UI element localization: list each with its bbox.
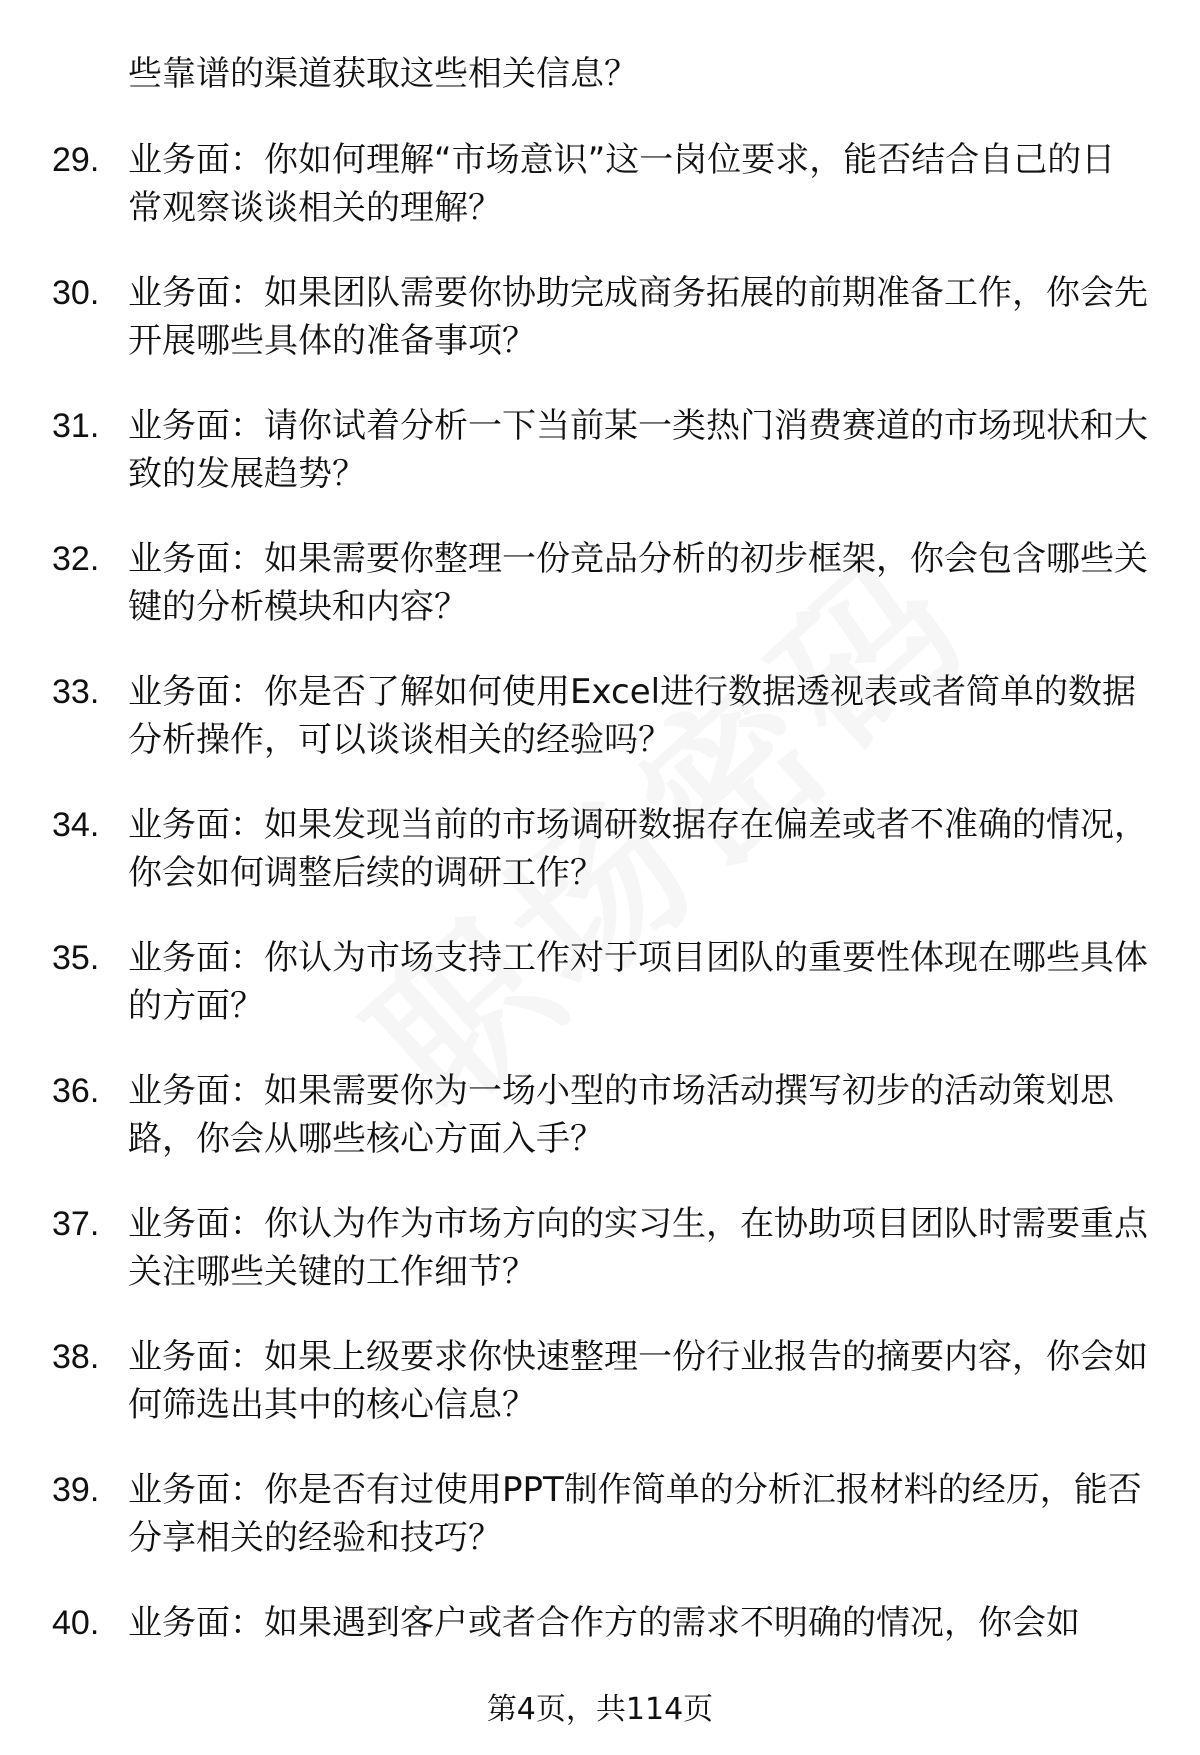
question-text: 业务面：如果需要你为一场小型的市场活动撰写初步的活动策划思路，你会从哪些核心方面入手？ xyxy=(128,1071,1114,1159)
question-text: 业务面：你是否了解如何使用Excel进行数据透视表或者简单的数据分析操作，可以谈谈相关的经验吗？ xyxy=(128,672,1137,760)
question-text: 业务面：你认为作为市场方向的实习生，在协助项目团队时需要重点关注哪些关键的工作细节？ xyxy=(128,1204,1148,1292)
question-item xyxy=(0,402,1148,498)
question-number: 37. xyxy=(52,1205,100,1243)
question-item xyxy=(0,1200,1148,1296)
question-number: 40. xyxy=(52,1604,100,1642)
question-item xyxy=(0,136,1148,232)
question-item xyxy=(0,535,1148,631)
question-number: 29. xyxy=(52,141,100,179)
question-number: 30. xyxy=(52,274,100,312)
question-number: 39. xyxy=(52,1471,100,1509)
question-number: 36. xyxy=(52,1072,100,1110)
question-list xyxy=(0,50,1200,1684)
question-text: 业务面：你是否有过使用PPT制作简单的分析汇报材料的经历，能否分享相关的经验和技巧？ xyxy=(128,1470,1142,1558)
question-text: 业务面：如果发现当前的市场调研数据存在偏差或者不准确的情况，你会如何调整后续的调研工作？ xyxy=(128,805,1148,893)
question-text: 业务面：如果团队需要你协助完成商务拓展的前期准备工作，你会先开展哪些具体的准备事项？ xyxy=(128,273,1148,361)
question-text: 业务面：如果遇到客户或者合作方的需求不明确的情况，你会如 xyxy=(128,1603,1080,1643)
question-number: 34. xyxy=(52,806,100,844)
question-number: 31. xyxy=(52,407,100,445)
question-text: 业务面：你认为市场支持工作对于项目团队的重要性体现在哪些具体的方面？ xyxy=(128,938,1148,1026)
question-item xyxy=(0,1599,1148,1647)
question-text: 业务面：如果上级要求你快速整理一份行业报告的摘要内容，你会如何筛选出其中的核心信息？ xyxy=(128,1337,1148,1425)
question-number: 33. xyxy=(52,673,100,711)
question-number: 32. xyxy=(52,540,100,578)
question-item xyxy=(0,668,1148,764)
question-item xyxy=(0,801,1148,897)
question-number: 38. xyxy=(52,1338,100,1376)
question-item xyxy=(0,1333,1148,1429)
question-item xyxy=(0,269,1148,365)
question-item xyxy=(0,1466,1148,1562)
carry-over-text: 些靠谱的渠道获取这些相关信息？ xyxy=(128,54,638,94)
page-footer: 第4页，共114页 xyxy=(486,1692,714,1727)
question-text: 业务面：请你试着分析一下当前某一类热门消费赛道的市场现状和大致的发展趋势？ xyxy=(128,406,1148,494)
question-item xyxy=(0,934,1148,1030)
question-text: 业务面：如果需要你整理一份竞品分析的初步框架，你会包含哪些关键的分析模块和内容？ xyxy=(128,539,1148,627)
question-text: 业务面：你如何理解“市场意识”这一岗位要求，能否结合自己的日常观察谈谈相关的理解？ xyxy=(128,140,1116,228)
question-item xyxy=(0,1067,1148,1163)
question-number: 35. xyxy=(52,939,100,977)
